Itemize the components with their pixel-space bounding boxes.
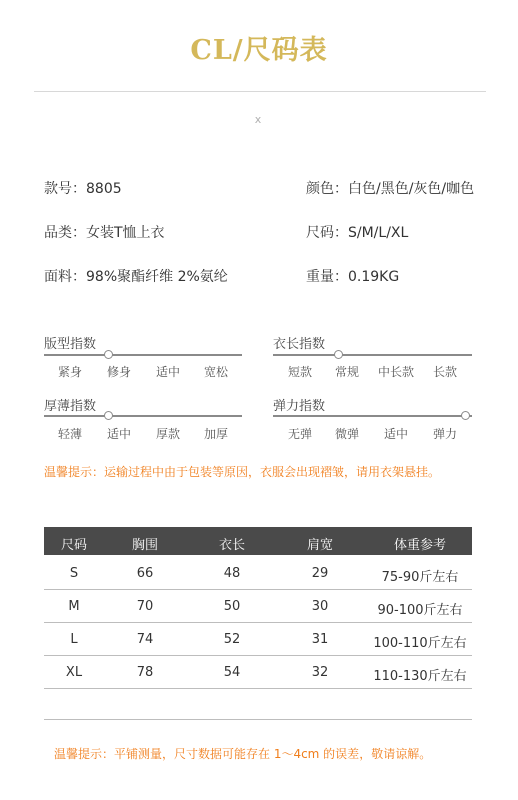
table-header-cell: 体重参考 [393,538,446,553]
table-row-divider [44,688,472,689]
table-cell: 52 [223,632,241,647]
scale-elasticity-label: 适中 [383,427,408,441]
scale-fit-knob [104,350,113,359]
scale-length-label: 常规 [334,365,359,379]
table-header-cell: 肩宽 [306,538,333,553]
table-cell: 32 [311,665,329,680]
scale-elasticity-title: 弹力指数 [273,399,326,414]
table-header-cell: 胸围 [131,538,158,553]
table-cell: 78 [136,665,154,680]
table-cell: 54 [223,665,241,680]
info-weight: 重量：0.19KG [306,269,400,285]
table-cell: 90-100斤左右 [377,603,463,618]
table-cell: 29 [311,566,329,581]
table-cell: 75-90斤左右 [381,570,459,585]
scale-thickness-knob [104,411,113,420]
table-cell: 48 [223,566,241,581]
table-cell: M [68,599,80,614]
scale-elasticity-label: 弹力 [432,427,457,441]
scale-thickness-track [44,415,242,417]
table-cell: L [70,632,78,647]
table-cell: 50 [223,599,241,614]
info-category: 品类：女装T恤上衣 [44,225,165,241]
scale-elasticity-label: 无弹 [287,427,312,441]
scale-elasticity-track [273,415,472,417]
table-row-divider [44,655,472,656]
scale-elasticity-label: 微弹 [334,427,359,441]
scale-thickness-label: 轻薄 [57,427,82,441]
scale-thickness-label: 厚款 [155,427,180,441]
scale-length-track [273,354,472,356]
table-cell: 66 [136,566,154,581]
notice-measurement: 温馨提示：平铺测量，尺寸数据可能存在 1～4cm 的误差，敬请谅解。 [54,747,432,761]
table-header-cell: 衣长 [218,538,245,553]
table-cell: 70 [136,599,154,614]
scale-elasticity-knob [461,411,470,420]
table-header-cell: 尺码 [60,538,87,553]
table-bottom-divider [44,719,472,720]
info-style-no: 款号：8805 [44,181,122,197]
close-icon[interactable]: x [254,113,262,126]
scale-length-label: 短款 [287,365,312,379]
table-cell: 31 [311,632,329,647]
table-row-divider [44,622,472,623]
table-cell: 100-110斤左右 [373,636,467,651]
notice-shipping: 温馨提示：运输过程中由于包装等原因，衣服会出现褶皱，请用衣架悬挂。 [44,465,441,479]
scale-thickness-label: 加厚 [203,427,228,441]
table-row-divider [44,589,472,590]
table-cell: S [69,566,79,581]
scale-length-title: 衣长指数 [273,337,326,352]
info-fabric: 面料：98%聚酯纤维 2%氨纶 [44,269,228,285]
scale-fit-track [44,354,242,356]
table-cell: XL [65,665,83,680]
scale-fit-label: 紧身 [57,365,82,379]
table-cell: 74 [136,632,154,647]
page-title: CL/尺码表 [190,35,328,66]
scale-fit-title: 版型指数 [44,337,97,352]
scale-length-knob [334,350,343,359]
table-cell: 30 [311,599,329,614]
info-size: 尺码：S/M/L/XL [306,225,409,241]
scale-length-label: 长款 [432,365,457,379]
scale-fit-label: 适中 [155,365,180,379]
title-divider [34,91,486,92]
scale-fit-label: 宽松 [203,365,228,379]
scale-thickness-title: 厚薄指数 [44,399,97,414]
info-color: 颜色：白色/黑色/灰色/咖色 [306,181,475,197]
scale-fit-label: 修身 [106,365,131,379]
table-cell: 110-130斤左右 [373,669,467,684]
scale-thickness-label: 适中 [106,427,131,441]
scale-length-label: 中长款 [377,365,414,379]
